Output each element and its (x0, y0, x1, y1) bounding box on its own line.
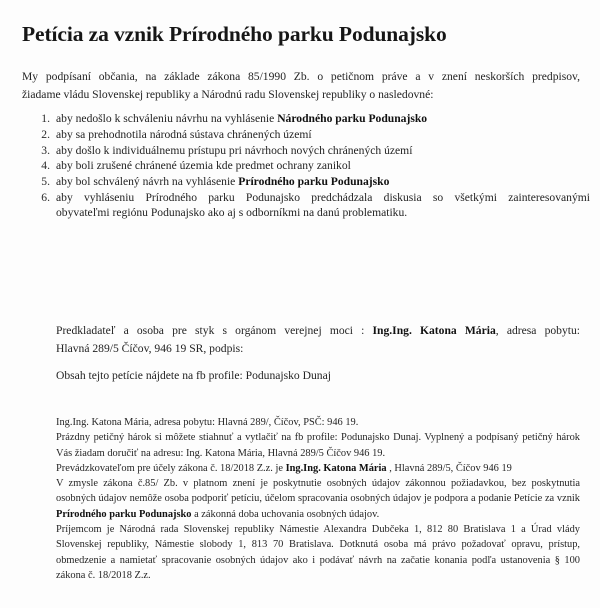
list-item (30, 127, 590, 142)
facebook-note: Obsah tejto petície nájdete na fb profile: Podunajsko Dunaj (56, 369, 331, 382)
list-item-number: 3. (41, 143, 50, 157)
intro-line-2: žiadame vládu Slovenskej republiky a Národnú radu Slovenskej republiky o nasledovné: (22, 87, 434, 101)
submitter-role-label: Predkladateľ a osoba pre styk s orgánom verejnej moci : (56, 324, 373, 337)
list-item-number: 2. (41, 127, 50, 141)
list-item-bold: Národného parku Podunajsko (277, 112, 428, 125)
fine-print-operator-name: Ing.Ing. Katona Mária (285, 462, 387, 474)
demands-list (30, 111, 590, 221)
list-item (30, 190, 590, 221)
list-item (30, 143, 590, 158)
list-item-text: aby boli zrušené chránené územia kde predmet ochrany zanikol (56, 159, 351, 173)
fine-print-recipients: Príjemcom je Národná rada Slovenskej republiky Námestie Alexandra Dubčeka 1, 812 80 Bratislava 1 a Úrad vlády Slovenskej republiky, Námestie slobody 1, 813 70 Bratislava. Dotknutá osoba má právo požadovať opravu, prístup, obmedzenie a namietať spracovanie osobných údajov ako i podávať návrh na začatie konania podľa ustanovenia § 100 zákona č. 18/2018 Z.z. (56, 524, 580, 581)
list-item-text: aby sa prehodnotila národná sústava chránených území (56, 127, 312, 141)
list-item-number: 6. (41, 190, 50, 204)
page-title: Petícia za vznik Prírodného parku Podunajsko (22, 22, 447, 47)
list-item (30, 111, 590, 126)
list-item-text: aby bol schválený návrh na vyhlásenie (56, 175, 239, 189)
list-item-number: 5. (41, 175, 50, 189)
fine-print-operator-address: , Hlavná 289/5, Číčov 946 19 (386, 462, 512, 474)
list-item (30, 174, 590, 189)
fine-print-legal-outro: a zákonná doba uchovania osobných údajov. (191, 508, 380, 520)
submitter-block (56, 322, 580, 357)
submitter-line-2: Hlavná 289/5 Číčov, 946 19 SR, podpis: (56, 341, 244, 355)
list-item-number: 4. (41, 159, 50, 173)
list-item-text: aby nedošlo k schváleniu návrhu na vyhlásenie (56, 112, 278, 125)
list-item-text: aby došlo k individuálnemu prístupu pri návrhoch nových chránených území (56, 143, 413, 157)
submitter-address-label: , adresa pobytu: (495, 324, 580, 337)
fine-print-block (56, 415, 580, 583)
fine-print-contact: Ing.Ing. Katona Mária, adresa pobytu: Hlavná 289/, Číčov, PSČ: 946 19. (56, 417, 359, 428)
list-item (30, 158, 590, 173)
fine-print-petition-sheet: Prázdny petičný hárok si môžete stiahnuť a vytlačiť na fb profile: Podunajsko Dunaj. Vyplnený a podpísaný petičný hárok Vás žiadam doručiť na adresu: Ing. Katona Mária, Hlavná 289/5 Číčov 946 19. (56, 432, 580, 459)
list-item-text-continued: obyvateľmi regiónu Podunajsko ako aj s odborníkmi na danú problematiku. (56, 206, 408, 220)
list-item-bold: Prírodného parku Podunajsko (238, 175, 390, 189)
intro-paragraph (22, 68, 580, 103)
fine-print-park-name: Prírodného parku Podunajsko (56, 508, 192, 520)
intro-line-1: My podpísaní občania, na základe zákona 85/1990 Zb. o petičnom práve a v znení neskorších predpisov, (22, 70, 580, 83)
list-item-number: 1. (41, 112, 50, 125)
list-item-text: aby vyhláseniu Prírodného parku Podunajsko predchádzala diskusia so všetkými zainteresovanými (56, 190, 590, 204)
submitter-line-1 (56, 322, 580, 340)
fine-print-operator-intro: Prevádzkovateľom pre účely zákona č. 18/2018 Z.z. je (56, 462, 286, 474)
fine-print-legal-intro: V zmysle zákona č.85/ Zb. v platnom znení je poskytnutie osobných údajov zákonnou požiadavkou, bez poskytnutia osobných údajov nemôže osoba podporiť petíciu, účelom spracovania osobných údajov je podpora a podanie Petície za vznik (56, 478, 580, 505)
fine-print-legal-basis (56, 476, 580, 522)
fine-print-operator (56, 461, 580, 476)
submitter-name: Ing.Ing. Katona Mária (372, 324, 496, 337)
